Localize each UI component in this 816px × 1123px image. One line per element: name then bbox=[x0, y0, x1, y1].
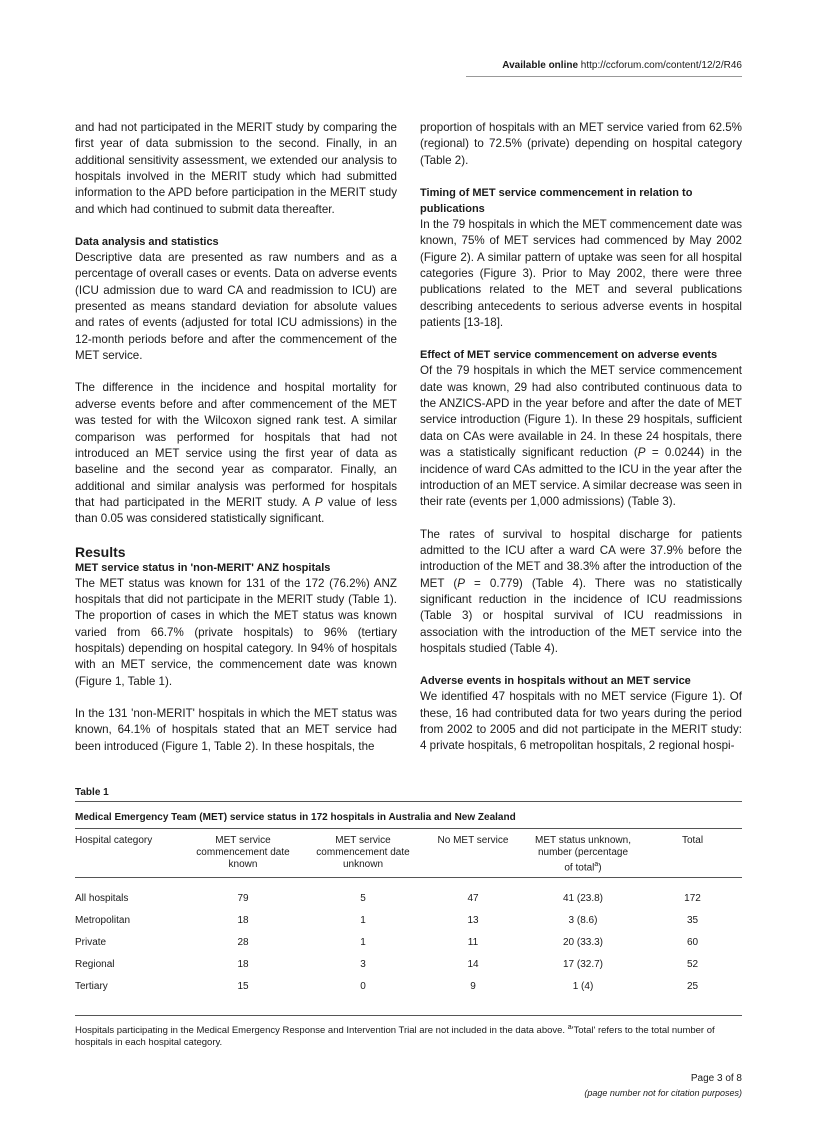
table-row: Tertiary 15 0 9 1 (4) 25 bbox=[75, 980, 699, 992]
table-label: Table 1 bbox=[75, 787, 109, 798]
table-header-row bbox=[75, 835, 742, 879]
col-header-status-unknown: MET status unknown, number (percentage of total$^a$) bbox=[535, 835, 631, 874]
left-paragraph-2: Descriptive data are presented as raw numbers and as a percentage of overall cases or events. Data on adverse events (ICU admission due to ward CA and readmission to ICU) are presented as means standard deviation for absolute values and rates of events (adjusted for total ICU admissions) in the 12-month periods before and after the commencement of the MET service. bbox=[75, 251, 397, 363]
left-paragraph-5: In the 131 'non-MERIT' hospitals in which the MET status was known, 64.1% of hospitals stated that an MET service had been introduced (Figure 1, Table 2). In these hospitals, the bbox=[75, 706, 397, 753]
heading-data-analysis: Data analysis and statistics bbox=[75, 236, 219, 249]
met-status-table bbox=[75, 835, 742, 997]
table-rule-top bbox=[75, 801, 742, 802]
available-online-label: Available online bbox=[502, 60, 579, 71]
heading-met-status: MET service status in 'non-MERIT' ANZ hospitals bbox=[75, 561, 331, 574]
table-footnote: Hospitals participating in the Medical Emergency Response and Intervention Trial are not included in the data above. $^a$'Total' refers to the total number of hospitals in each hospital category. bbox=[75, 1024, 715, 1049]
col-header-date-unknown: MET service commencement date unknown bbox=[316, 835, 410, 870]
left-paragraph-4: The MET status was known for 131 of the 172 (76.2%) ANZ hospitals that did not participate in the MERIT study (Table 1). The proportion of cases in which the MET status was known varied from 66.7% (private hospitals) to 96% (tertiary hospitals) depending on hospital category. In 94% of hospitals with an MET service, the commencement date was known (Figure 1, Table 1). bbox=[75, 576, 397, 688]
page-number-note: (page number not for citation purposes) bbox=[584, 1088, 742, 1098]
left-column bbox=[75, 120, 397, 755]
table-rule-header-bottom bbox=[75, 877, 742, 878]
table-rule-bottom bbox=[75, 1015, 742, 1016]
article-url[interactable]: http://ccforum.com/content/12/2/R46 bbox=[580, 60, 742, 71]
heading-results: Results bbox=[75, 543, 126, 560]
right-column bbox=[420, 120, 742, 755]
left-paragraph-3: The difference in the incidence and hospital mortality for adverse events before and after commencement of the MET was tested for with the Wilcoxon signed rank test. A similar comparison was performed for hospitals that had not introduced an MET service using the first year of data as baseline and the second year as comparator. Finally, an additional and similar analysis was performed for hospitals that had participated in the MERIT study. A P value of less than 0.05 was considered statistically significant. bbox=[75, 381, 397, 526]
col-header-category: Hospital category bbox=[75, 835, 153, 846]
table-rule-header-top bbox=[75, 828, 742, 829]
heading-effect: Effect of MET service commencement on adverse events bbox=[420, 349, 718, 362]
page-number: Page 3 of 8 bbox=[690, 1073, 742, 1084]
right-paragraph-2: In the 79 hospitals in which the MET commencement date was known, 75% of MET services had commenced by May 2002 (Figure 2). A similar pattern of uptake was seen for all hospital categories (Figure 3). Prior to May 2002, there were three publications related to the MET and several publications describing antecedents to serious adverse events in hospital patients [13-18]. bbox=[420, 218, 742, 330]
col-header-total: Total bbox=[681, 835, 704, 846]
table-caption: Medical Emergency Team (MET) service status in 172 hospitals in Australia and New Zealand bbox=[75, 812, 516, 823]
table-row: All hospitals 79 5 47 41 (23.8) 172 bbox=[75, 892, 701, 904]
table-row: Metropolitan 18 1 13 3 (8.6) 35 bbox=[75, 914, 699, 926]
heading-timing: Timing of MET service commencement in relation to publications bbox=[420, 187, 693, 216]
heading-adverse-events: Adverse events in hospitals without an MET service bbox=[420, 675, 691, 688]
right-paragraph-1: proportion of hospitals with an MET service varied from 62.5% (regional) to 72.5% (private) depending on hospital category (Table 2). bbox=[420, 121, 742, 167]
header-rule bbox=[466, 76, 742, 77]
right-paragraph-3: Of the 79 hospitals in which the MET service commencement date was known, 29 had also contributed continuous data to the ANZICS-APD in the year before and after the date of MET service introduction (Figure 1). In these 29 hospitals, sufficient data on CAs were available in 24. In these 24 hospitals, there was a statistically significant reduction (P = 0.0244) in the incidence of ward CAs admitted to the ICU in the year after the introduction of an MET service. A similar decrease was seen in their rate (events per 1,000 admissions) (Table 3). bbox=[420, 364, 742, 509]
right-paragraph-5: We identified 47 hospitals with no MET service (Figure 1). Of these, 16 had contributed data for two years during the period from 2002 to 2005 and did not participate in the MERIT study: 4 private hospitals, 6 metropolitan hospitals, 2 regional hospi- bbox=[420, 690, 742, 753]
running-header bbox=[466, 60, 742, 72]
col-header-date-known: MET service commencement date known bbox=[196, 835, 290, 870]
right-paragraph-4: The rates of survival to hospital discharge for patients admitted to the ICU after a ward CA were 37.9% before the introduction of the MET and 38.3% after the introduction of the MET (P = 0.779) (Table 4). There was no statistically significant reduction in the incidence of ICU readmissions (Table 3) or hospital survival of ICU readmissions in association with the introduction of the MET service into the hospitals studied (Table 4). bbox=[420, 527, 742, 655]
table-row: Regional 18 3 14 17 (32.7) 52 bbox=[75, 958, 699, 970]
left-paragraph-1: and had not participated in the MERIT study by comparing the first year of data submission to the second. Finally, in an additional sensitivity assessment, we extended our analysis to hospitals involved in the MERIT study which had submitted information to the APD before participation in the MERIT study and which had continued to submit data thereafter. bbox=[75, 121, 397, 216]
col-header-no-met: No MET service bbox=[437, 835, 509, 846]
table-row: Private 28 1 11 20 (33.3) 60 bbox=[75, 936, 699, 948]
